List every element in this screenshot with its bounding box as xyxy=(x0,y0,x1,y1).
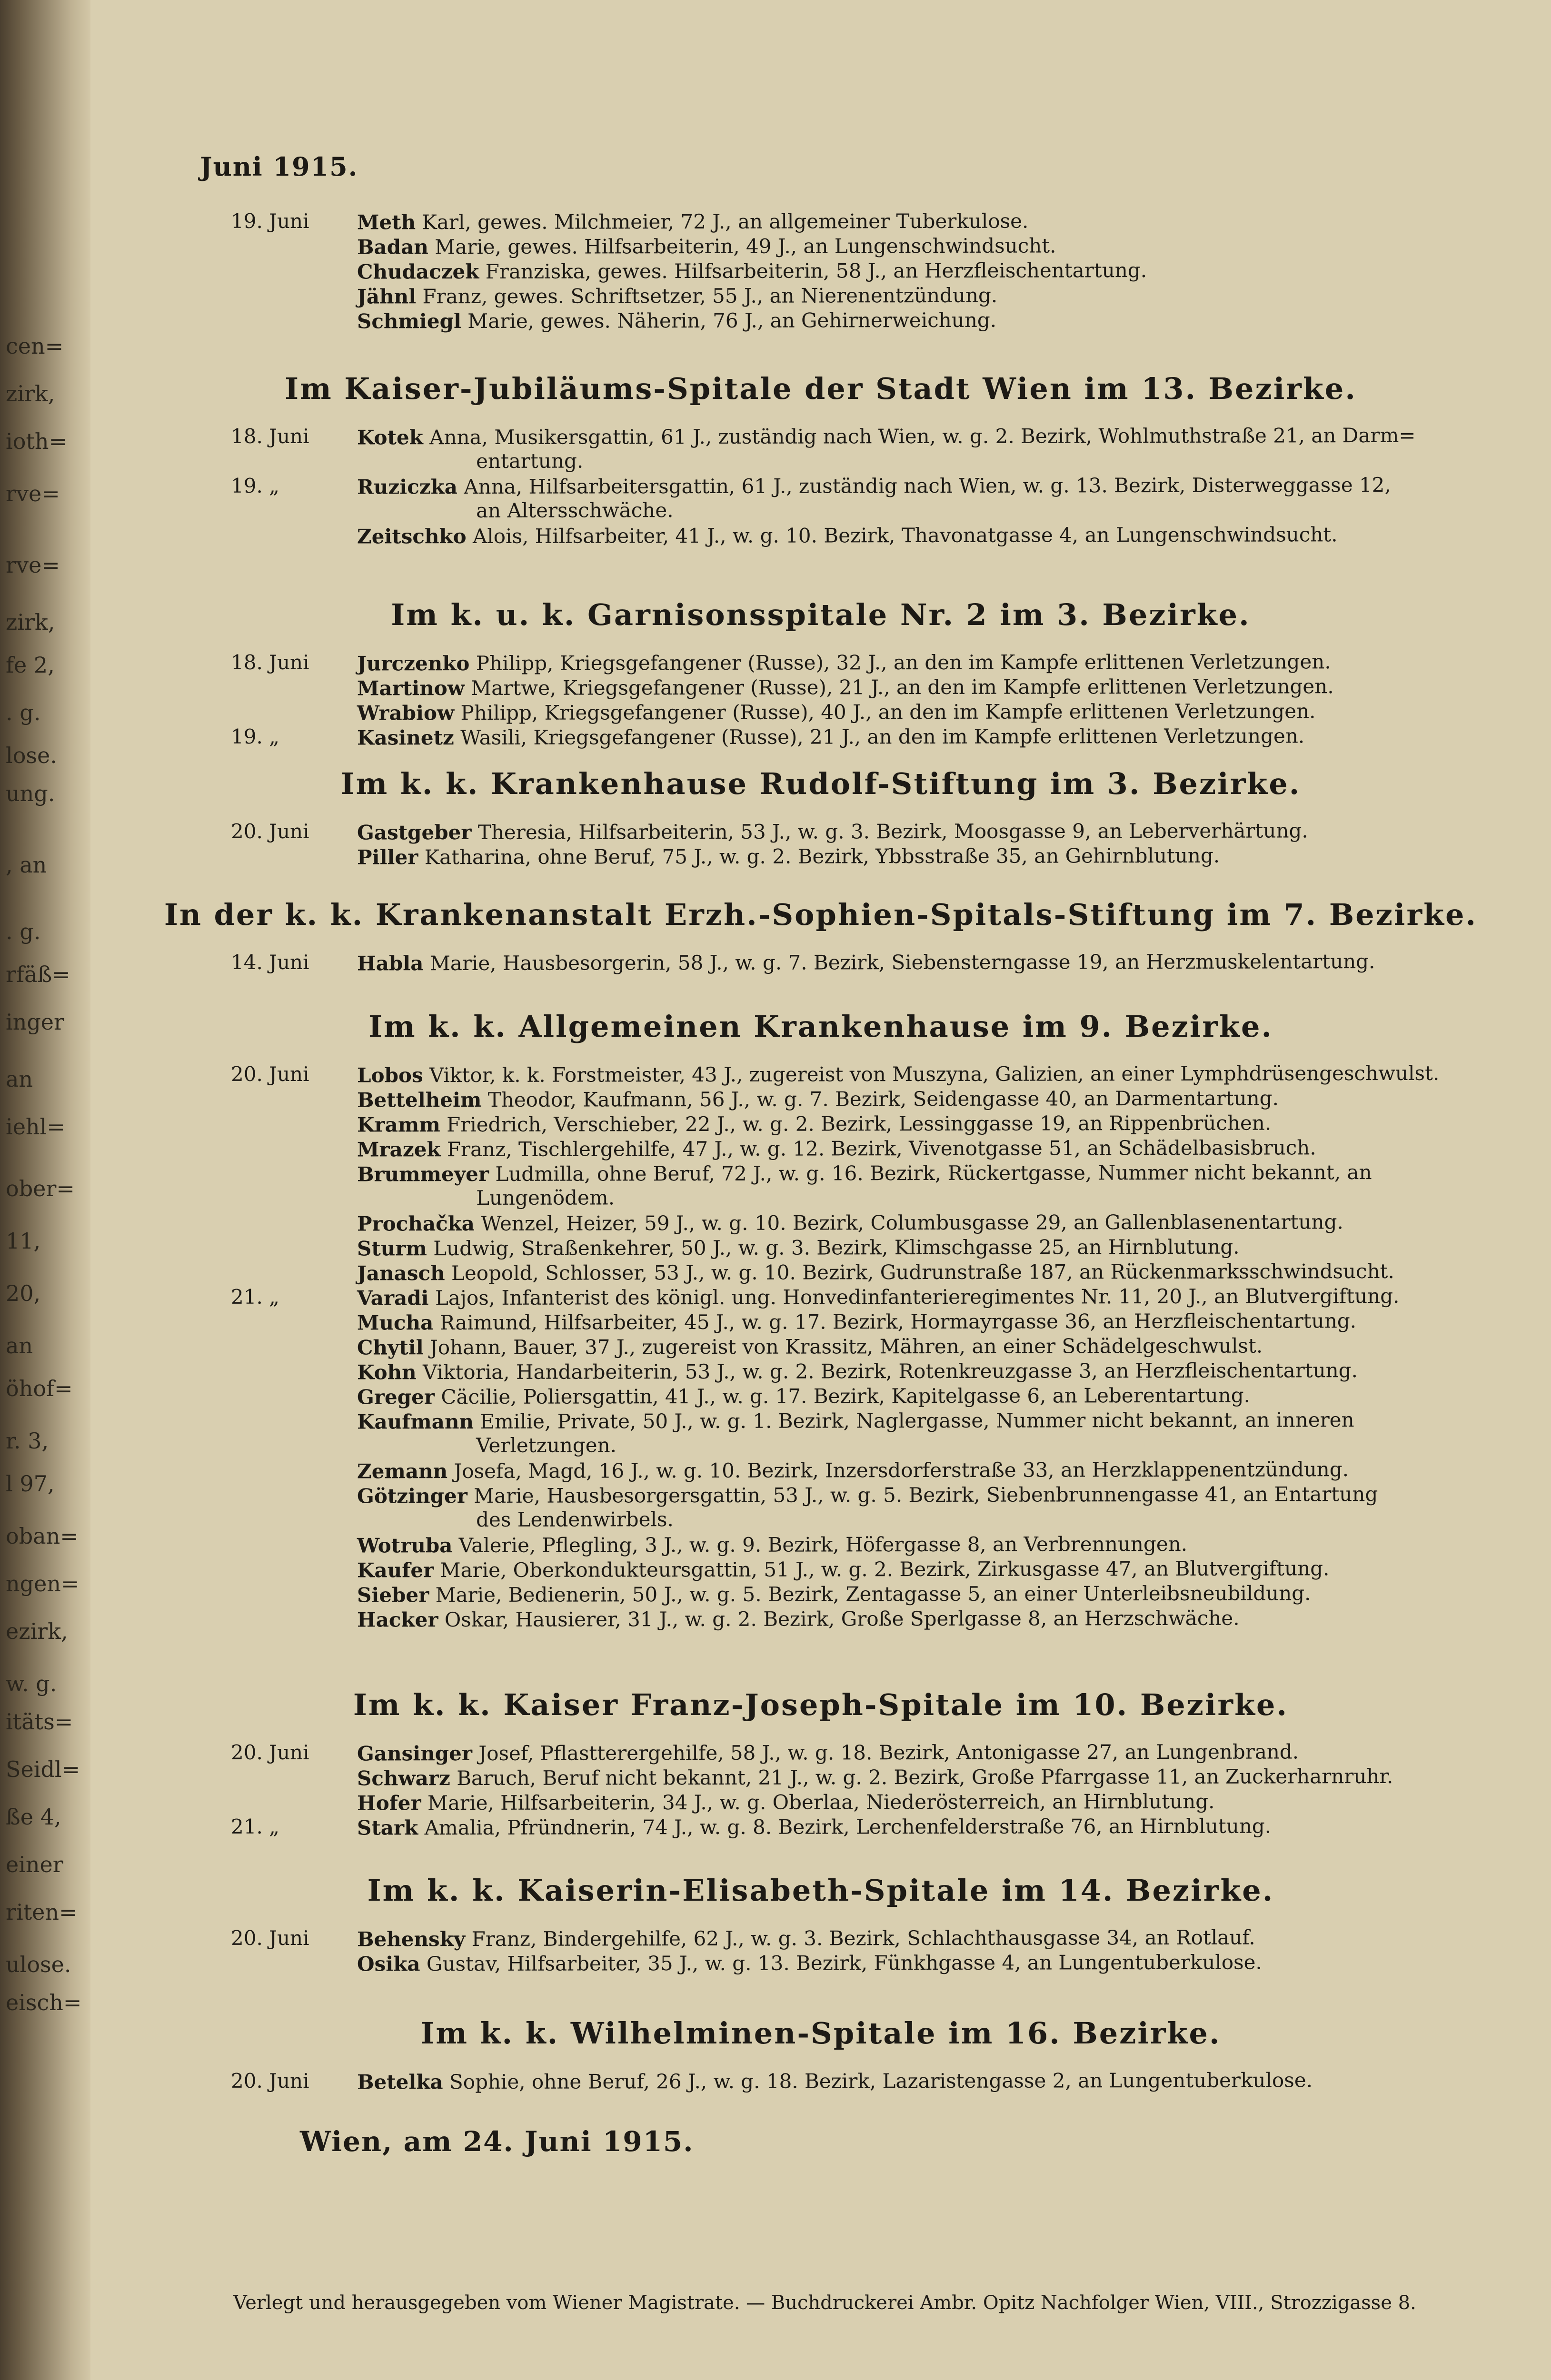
entry-text xyxy=(357,1408,1500,1458)
page-header-date: Juni 1915. xyxy=(200,151,358,182)
entry-text xyxy=(357,2068,1500,2094)
margin-fragment: an xyxy=(6,1333,33,1359)
margin-fragment: Seidl= xyxy=(6,1756,80,1782)
entry-text xyxy=(357,1606,1500,1632)
entry-date: 18. Juni xyxy=(231,651,309,674)
entry-date: 19. Juni xyxy=(231,209,309,233)
entry-details: Cäcilie, Poliersgattin, 41 J., w. g. 17. Bezirk, Kapitelgasse 6, an Leberentartung. xyxy=(441,1383,1250,1409)
hospital-heading: Im k. k. Wilhelminen-Spitale im 16. Bezirke. xyxy=(420,2016,1221,2051)
deceased-surname: Kotek xyxy=(357,426,423,449)
margin-fragment: ober= xyxy=(6,1176,75,1201)
margin-fragment: , an xyxy=(6,852,47,878)
entry-details: Marie, Oberkondukteursgattin, 51 J., w. g. 2. Bezirk, Zirkusgasse 47, an Blutvergiftung. xyxy=(440,1557,1330,1582)
entry-date: 21. „ xyxy=(231,1815,279,1838)
entry-text xyxy=(357,1739,1500,1765)
margin-fragment: l 97, xyxy=(6,1471,55,1497)
deceased-surname: Mrazek xyxy=(357,1138,441,1161)
entry-text xyxy=(357,1358,1500,1384)
margin-fragment: zirk, xyxy=(6,381,55,407)
entry-details: Franziska, gewes. Hilfsarbeiterin, 58 J., an Herzfleischentartung. xyxy=(485,258,1147,283)
deceased-surname: Kasinetz xyxy=(357,726,454,750)
entry-details: Ludmilla, ohne Beruf, 72 J., w. g. 16. Bezirk, Rückertgasse, Nummer nicht bekannt, an xyxy=(495,1160,1372,1186)
margin-fragment: 20, xyxy=(6,1280,41,1306)
entry-details: Philipp, Kriegsgefangener (Russe), 40 J., an den im Kampfe erlittenen Verletzungen. xyxy=(460,699,1316,725)
deceased-surname: Hofer xyxy=(357,1791,421,1815)
entry-details: Theodor, Kaufmann, 56 J., w. g. 7. Bezirk, Seidengasse 40, an Darmentartung. xyxy=(487,1086,1279,1111)
entry-text xyxy=(357,307,1500,333)
entry-details: Marie, Hausbesorgerin, 58 J., w. g. 7. Bezirk, Siebensterngasse 19, an Herzmuskelentartung. xyxy=(429,950,1375,975)
deceased-surname: Chytil xyxy=(357,1336,424,1359)
entry-details: Anna, Hilfsarbeitersgattin, 61 J., zuständig nach Wien, w. g. 13. Bezirk, Disterweggasse 12, xyxy=(464,473,1391,499)
entry-text xyxy=(357,1556,1500,1582)
deceased-surname: Lobos xyxy=(357,1063,423,1087)
margin-fragment: inger xyxy=(6,1009,64,1035)
entry-text xyxy=(357,1531,1500,1557)
entry-text xyxy=(357,1814,1500,1840)
margin-fragment: 11, xyxy=(6,1228,41,1254)
entry-text xyxy=(357,473,1500,523)
entry-date: 18. Juni xyxy=(231,425,309,448)
deceased-surname: Kaufmann xyxy=(357,1410,474,1434)
deceased-surname: Habla xyxy=(357,952,424,975)
entry-details: Karl, gewes. Milchmeier, 72 J., an allgemeiner Tuberkulose. xyxy=(422,209,1029,234)
deceased-surname: Bettelheim xyxy=(357,1088,482,1112)
entry-date: 14. Juni xyxy=(231,951,309,974)
entry-details: Sophie, ohne Beruf, 26 J., w. g. 18. Bezirk, Lazaristengasse 2, an Lungentuberkulose. xyxy=(449,2068,1313,2094)
hospital-heading: Im k. k. Kaiserin-Elisabeth-Spitale im 14. Bezirke. xyxy=(367,1873,1274,1908)
entry-text xyxy=(357,1111,1500,1137)
entry-details: Marie, Hausbesorgersgattin, 53 J., w. g. 5. Bezirk, Siebenbrunnengasse 41, an Entartung xyxy=(474,1482,1378,1507)
entry-details: Gustav, Hilfsarbeiter, 35 J., w. g. 13. Bezirk, Fünkhgasse 4, an Lungentuberkulose. xyxy=(426,1950,1262,1976)
margin-fragment: ung. xyxy=(6,781,55,806)
deceased-surname: Janasch xyxy=(357,1261,445,1285)
entry-text xyxy=(357,1482,1500,1532)
margin-fragment: r. 3, xyxy=(6,1428,49,1454)
deceased-surname: Kaufer xyxy=(357,1558,434,1582)
entry-text xyxy=(357,1950,1500,1976)
entry-details: Marie, gewes. Hilfsarbeiterin, 49 J., an Lungenschwindsucht. xyxy=(435,234,1056,259)
publisher-footer: Verlegt und herausgegeben vom Wiener Magistrate. — Buchdruckerei Ambr. Opitz Nachfolger Wien, VIII., Strozzigasse 8. xyxy=(233,2292,1416,2314)
entry-date: 20. Juni xyxy=(231,1741,309,1764)
margin-fragment: ezirk, xyxy=(6,1618,68,1644)
deceased-surname: Greger xyxy=(357,1385,435,1409)
entry-details: Marie, Bedienerin, 50 J., w. g. 5. Bezirk, Zentagasse 5, an einer Unterleibsneubildung. xyxy=(435,1581,1311,1607)
deceased-surname: Schmiegl xyxy=(357,309,461,333)
entry-details: Lajos, Infanterist des königl. ung. Honvedinfanterieregimentes Nr. 11, 20 J., an Blutvergiftung. xyxy=(435,1284,1400,1310)
deceased-surname: Kramm xyxy=(357,1113,440,1137)
deceased-surname: Sieber xyxy=(357,1583,429,1607)
entry-text xyxy=(357,1457,1500,1483)
closing-dateline: Wien, am 24. Juni 1915. xyxy=(300,2125,694,2158)
entry-continuation: an Altersschwäche. xyxy=(476,498,674,522)
entry-details: Raimund, Hilfsarbeiter, 45 J., w. g. 17. Bezirk, Hormayrgasse 36, an Herzfleischentartung. xyxy=(439,1309,1357,1335)
entry-details: Franz, Bindergehilfe, 62 J., w. g. 3. Bezirk, Schlachthausgasse 34, an Rotlauf. xyxy=(471,1925,1255,1951)
margin-fragment: oban= xyxy=(6,1523,79,1549)
margin-fragment: itäts= xyxy=(6,1709,73,1735)
entry-text xyxy=(357,233,1500,259)
entry-text xyxy=(357,1383,1500,1409)
entry-details: Marie, Hilfsarbeiterin, 34 J., w. g. Oberlaa, Niederösterreich, an Hirnblutung. xyxy=(427,1789,1215,1815)
entry-details: Valerie, Pflegling, 3 J., w. g. 9. Bezirk, Höfergasse 8, an Verbrennungen. xyxy=(458,1532,1188,1557)
entry-details: Franz, gewes. Schriftsetzer, 55 J., an Nierenentzündung. xyxy=(422,283,998,308)
entry-continuation: Lungenödem. xyxy=(476,1186,615,1210)
entry-date: 20. Juni xyxy=(231,820,309,843)
entry-text xyxy=(357,1789,1500,1815)
margin-fragment: w. g. xyxy=(6,1671,57,1696)
entry-text xyxy=(357,258,1500,284)
entry-text xyxy=(357,818,1500,844)
deceased-surname: Brummeyer xyxy=(357,1162,489,1186)
deceased-surname: Zeitschko xyxy=(357,525,467,548)
hospital-heading: Im k. k. Kaiser Franz-Joseph-Spitale im 10. Bezirke. xyxy=(353,1687,1289,1722)
entry-text xyxy=(357,1210,1500,1236)
deceased-surname: Martinow xyxy=(357,676,465,700)
entry-date: 20. Juni xyxy=(231,2069,309,2092)
deceased-surname: Behensky xyxy=(357,1927,466,1951)
margin-fragment: ioth= xyxy=(6,428,68,454)
entry-text xyxy=(357,208,1500,234)
entry-details: Friedrich, Verschieber, 22 J., w. g. 2. Bezirk, Lessinggasse 19, an Rippenbrüchen. xyxy=(447,1111,1272,1137)
entry-details: Martwe, Kriegsgefangener (Russe), 21 J., an den im Kampfe erlittenen Verletzungen. xyxy=(471,674,1334,700)
entry-text xyxy=(357,1333,1500,1359)
hospital-heading: In der k. k. Krankenanstalt Erzh.-Sophien-Spitals-Stiftung im 7. Bezirke. xyxy=(164,897,1478,932)
entry-text xyxy=(357,1135,1500,1161)
entry-details: Wasili, Kriegsgefangener (Russe), 21 J., an den im Kampfe erlittenen Verletzungen. xyxy=(460,724,1305,750)
entry-details: Marie, gewes. Näherin, 76 J., an Gehirnerweichung. xyxy=(467,308,997,333)
deceased-surname: Sturm xyxy=(357,1237,427,1260)
margin-fragment: lose. xyxy=(6,743,57,768)
margin-fragment: ulose. xyxy=(6,1952,71,1977)
margin-fragment: iehl= xyxy=(6,1114,65,1140)
document-page xyxy=(90,0,1551,2380)
margin-fragment: rfäß= xyxy=(6,962,70,987)
margin-fragment: öhof= xyxy=(6,1376,73,1401)
margin-fragment: zirk, xyxy=(6,609,55,635)
entry-details: Viktoria, Handarbeiterin, 53 J., w. g. 2. Bezirk, Rotenkreuzgasse 3, an Herzfleischentartung. xyxy=(422,1359,1358,1384)
entry-continuation: des Lendenwirbels. xyxy=(476,1507,674,1531)
deceased-surname: Varadi xyxy=(357,1286,429,1310)
entry-details: Oskar, Hausierer, 31 J., w. g. 2. Bezirk, Große Sperlgasse 8, an Herzschwäche. xyxy=(444,1606,1240,1632)
entry-text xyxy=(357,1061,1500,1087)
entry-details: Amalia, Pfründnerin, 74 J., w. g. 8. Bezirk, Lerchenfelderstraße 76, an Hirnblutung. xyxy=(424,1814,1272,1840)
deceased-surname: Betelka xyxy=(357,2070,443,2094)
entry-text xyxy=(357,699,1500,725)
deceased-surname: Badan xyxy=(357,235,428,259)
deceased-surname: Gastgeber xyxy=(357,821,472,844)
entry-text xyxy=(357,949,1500,975)
entry-text xyxy=(357,282,1500,308)
hospital-heading: Im k. u. k. Garnisonsspitale Nr. 2 im 3. Bezirke. xyxy=(391,597,1251,632)
deceased-surname: Osika xyxy=(357,1952,420,1976)
margin-fragment: cen= xyxy=(6,333,64,359)
entry-text xyxy=(357,1581,1500,1607)
entry-text xyxy=(357,1234,1500,1260)
entry-details: Josef, Pflastterergehilfe, 58 J., w. g. 18. Bezirk, Antonigasse 27, an Lungenbrand. xyxy=(478,1740,1299,1765)
entry-details: Leopold, Schlosser, 53 J., w. g. 10. Bezirk, Gudrunstraße 187, an Rückenmarksschwindsucht. xyxy=(451,1259,1394,1285)
entry-date: 19. „ xyxy=(231,474,279,497)
entry-text xyxy=(357,423,1500,473)
margin-fragment: riten= xyxy=(6,1899,78,1925)
margin-fragment: rve= xyxy=(6,552,60,578)
deceased-surname: Jurczenko xyxy=(357,652,470,675)
entry-details: Ludwig, Straßenkehrer, 50 J., w. g. 3. Bezirk, Klimschgasse 25, an Hirnblutung. xyxy=(433,1235,1240,1260)
entry-details: Anna, Musikersgattin, 61 J., zuständig nach Wien, w. g. 2. Bezirk, Wohlmuthstraße 21, an Darm= xyxy=(429,423,1416,449)
hospital-heading: Im k. k. Allgemeinen Krankenhause im 9. Bezirke. xyxy=(368,1009,1273,1044)
deceased-surname: Stark xyxy=(357,1816,418,1840)
hospital-heading: Im k. k. Krankenhause Rudolf-Stiftung im 3. Bezirke. xyxy=(340,766,1301,801)
margin-fragment: . g. xyxy=(6,919,41,944)
hospital-heading: Im Kaiser-Jubiläums-Spitale der Stadt Wien im 13. Bezirke. xyxy=(285,371,1357,406)
deceased-surname: Piller xyxy=(357,845,418,869)
entry-details: Baruch, Beruf nicht bekannt, 21 J., w. g. 2. Bezirk, Große Pfarrgasse 11, an Zuckerharnruhr. xyxy=(457,1764,1393,1790)
entry-text xyxy=(357,724,1500,750)
deceased-surname: Gansinger xyxy=(357,1742,473,1765)
entry-text xyxy=(357,1160,1500,1210)
deceased-surname: Wotruba xyxy=(357,1534,453,1557)
margin-fragment: eisch= xyxy=(6,1990,82,2015)
entry-continuation: entartung. xyxy=(476,449,584,473)
entry-details: Emilie, Private, 50 J., w. g. 1. Bezirk, Naglergasse, Nummer nicht bekannt, an inneren xyxy=(480,1408,1354,1433)
deceased-surname: Jähnl xyxy=(357,285,417,308)
entry-details: Theresia, Hilfsarbeiterin, 53 J., w. g. 3. Bezirk, Moosgasse 9, an Leberverhärtung. xyxy=(477,819,1308,844)
margin-fragment: ngen= xyxy=(6,1571,80,1597)
margin-fragment: rve= xyxy=(6,481,60,506)
deceased-surname: Chudaczek xyxy=(357,259,479,284)
entry-text xyxy=(357,843,1500,869)
deceased-surname: Wrabiow xyxy=(357,701,455,725)
entry-date: 20. Juni xyxy=(231,1062,309,1086)
margin-fragment: ße 4, xyxy=(6,1804,61,1830)
entry-continuation: Verletzungen. xyxy=(476,1433,617,1457)
entry-text xyxy=(357,1309,1500,1335)
left-page-edge xyxy=(0,0,90,2380)
entry-text xyxy=(357,674,1500,700)
deceased-surname: Meth xyxy=(357,210,416,234)
entry-text xyxy=(357,1259,1500,1285)
margin-fragment: . g. xyxy=(6,700,41,725)
entry-details: Josefa, Magd, 16 J., w. g. 10. Bezirk, Inzersdorferstraße 33, an Herzklappenentzündung. xyxy=(454,1458,1349,1483)
deceased-surname: Zemann xyxy=(357,1459,448,1483)
deceased-surname: Hacker xyxy=(357,1608,438,1632)
entry-date: 19. „ xyxy=(231,725,279,748)
margin-fragment: fe 2, xyxy=(6,652,55,678)
entry-text xyxy=(357,1086,1500,1112)
entry-details: Wenzel, Heizer, 59 J., w. g. 10. Bezirk, Columbusgasse 29, an Gallenblasenentartung. xyxy=(481,1210,1343,1235)
deceased-surname: Ruziczka xyxy=(357,475,457,499)
deceased-surname: Kohn xyxy=(357,1360,417,1384)
entry-text xyxy=(357,1925,1500,1951)
entry-details: Alois, Hilfsarbeiter, 41 J., w. g. 10. Bezirk, Thavonatgasse 4, an Lungenschwindsucht. xyxy=(472,523,1338,548)
deceased-surname: Mucha xyxy=(357,1311,434,1335)
entry-text xyxy=(357,1764,1500,1790)
entry-text xyxy=(357,522,1500,548)
deceased-surname: Prochačka xyxy=(357,1211,475,1236)
entry-details: Viktor, k. k. Forstmeister, 43 J., zugereist von Muszyna, Galizien, an einer Lymphdrüsengeschwulst. xyxy=(429,1061,1440,1087)
entry-details: Johann, Bauer, 37 J., zugereist von Krassitz, Mähren, an einer Schädelgeschwulst. xyxy=(429,1334,1263,1359)
entry-details: Philipp, Kriegsgefangener (Russe), 32 J., an den im Kampfe erlittenen Verletzungen. xyxy=(476,650,1331,675)
margin-fragment: an xyxy=(6,1066,33,1092)
margin-fragment: einer xyxy=(6,1852,63,1877)
entry-date: 20. Juni xyxy=(231,1926,309,1950)
entry-details: Franz, Tischlergehilfe, 47 J., w. g. 12. Bezirk, Vivenotgasse 51, an Schädelbasisbruch. xyxy=(447,1136,1316,1161)
deceased-surname: Götzinger xyxy=(357,1484,467,1508)
entry-text xyxy=(357,649,1500,675)
deceased-surname: Schwarz xyxy=(357,1766,450,1790)
entry-details: Katharina, ohne Beruf, 75 J., w. g. 2. Bezirk, Ybbsstraße 35, an Gehirnblutung. xyxy=(424,843,1220,869)
entry-date: 21. „ xyxy=(231,1285,279,1309)
entry-text xyxy=(357,1284,1500,1310)
